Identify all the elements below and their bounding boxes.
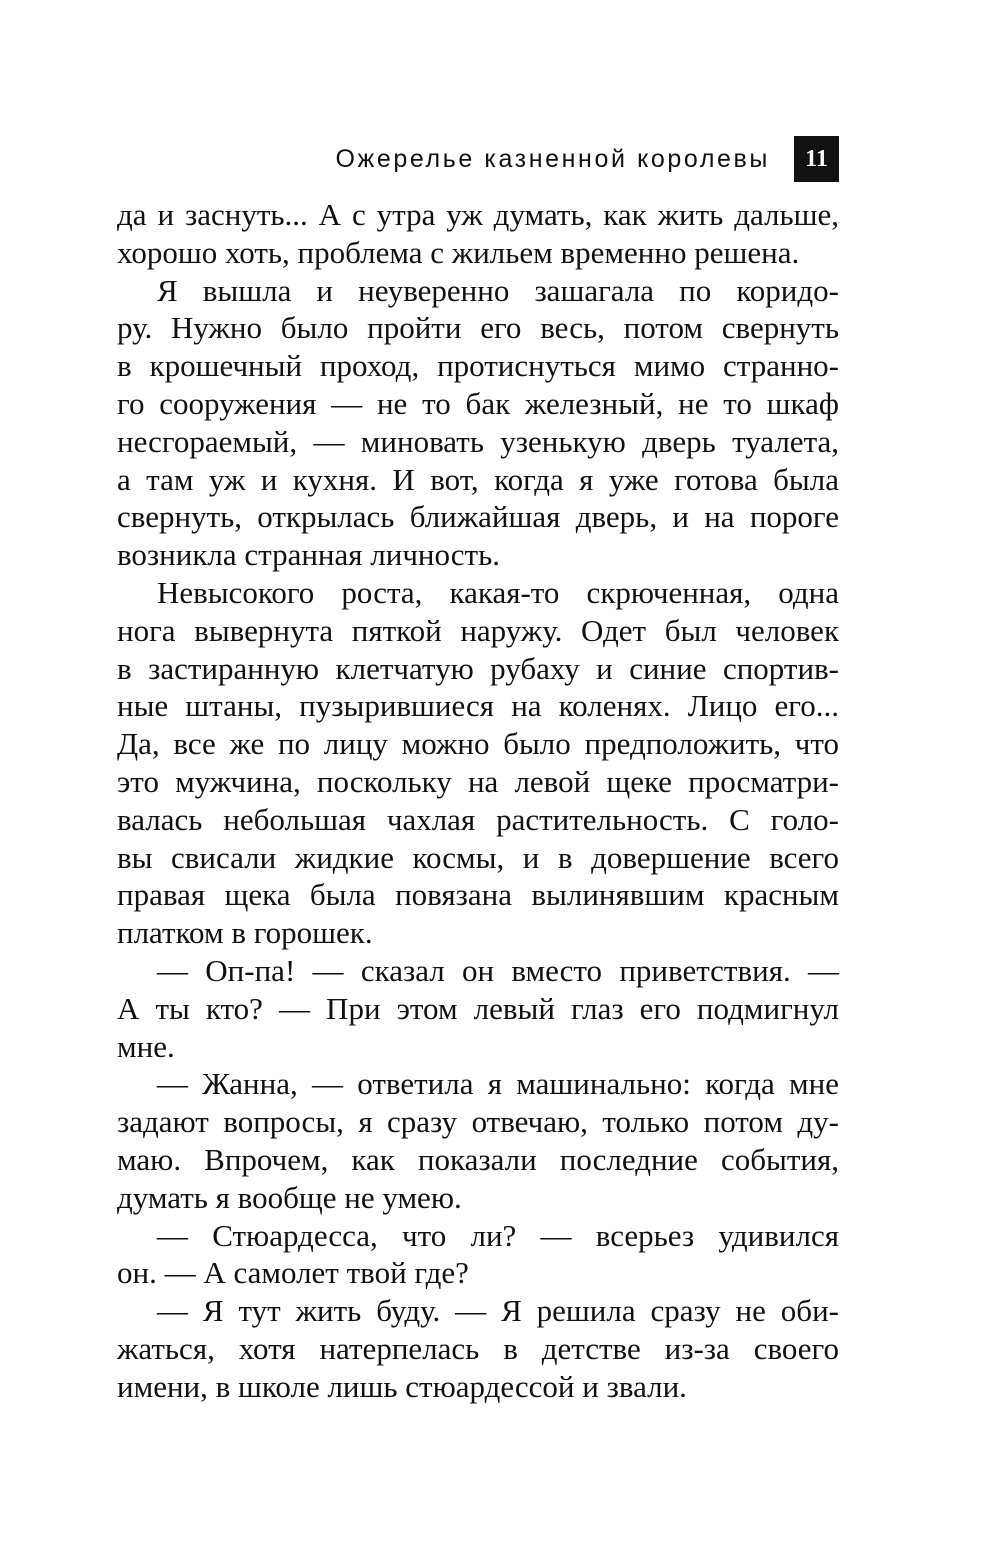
text-line: несгораемый, — миновать узенькую дверь туалета, [117, 423, 839, 459]
text-line: вы свисали жидкие космы, и в довершение всего [117, 839, 839, 875]
text-line: жаться, хотя натерпелась в детстве из-за своего [117, 1330, 839, 1366]
page-number: 11 [794, 136, 839, 182]
text-line: — Жанна, — ответила я машинально: когда мне [157, 1066, 839, 1102]
text-line: правая щека была повязана вылинявшим красным [117, 877, 839, 913]
text-line: — Оп-па! — сказал он вместо приветствия. — [157, 952, 839, 988]
text-line: думать я вообще не умею. [117, 1179, 462, 1215]
running-header [335, 136, 839, 182]
text-line: платком в горошек. [117, 915, 373, 951]
text-line: валась небольшая чахлая растительность. С голо- [117, 801, 839, 837]
running-title: Ожерелье казненной королевы [335, 144, 770, 173]
text-line: нога вывернута пяткой наружу. Одет был человек [117, 612, 839, 648]
text-line: да и заснуть... А с утра уж думать, как жить дальше, [117, 197, 839, 232]
text-line: в застиранную клетчатую рубаху и синие спортив- [117, 650, 839, 686]
text-line: ные штаны, пузырившиеся на коленях. Лицо его... [117, 688, 839, 724]
text-line: А ты кто? — При этом левый глаз его подмигнул [117, 990, 839, 1026]
page-text [117, 196, 839, 1406]
text-line: задают вопросы, я сразу отвечаю, только потом ду- [117, 1104, 839, 1140]
text-line: Да, все же по лицу можно было предположить, что [117, 726, 839, 762]
text-line: а там уж и кухня. И вот, когда я уже готова была [117, 461, 839, 497]
text-line: го сооружения — не то бак железный, не то шкаф [117, 385, 839, 421]
text-line: это мужчина, поскольку на левой щеке просматри- [117, 763, 839, 799]
text-line: Я вышла и неуверенно зашагала по коридо- [157, 272, 839, 308]
text-line: ру. Нужно было пройти его весь, потом свернуть [117, 310, 839, 346]
text-line: в крошечный проход, протиснуться мимо странно- [117, 348, 839, 384]
text-line: свернуть, открылась ближайшая дверь, и на пороге [117, 499, 839, 535]
text-line: — Стюардесса, что ли? — всерьез удивился [157, 1217, 839, 1253]
text-line: маю. Впрочем, как показали последние события, [117, 1141, 839, 1177]
text-line: мне. [117, 1028, 175, 1064]
text-line: имени, в школе лишь стюардессой и звали. [117, 1368, 687, 1404]
text-line: — Я тут жить буду. — Я решила сразу не оби- [157, 1293, 839, 1329]
text-line: возникла странная личность. [117, 537, 500, 573]
text-line: он. — А самолет твой где? [117, 1255, 469, 1291]
text-line: Невысокого роста, какая-то скрюченная, одна [157, 574, 839, 610]
text-line: хорошо хоть, проблема с жильем временно решена. [117, 234, 800, 270]
